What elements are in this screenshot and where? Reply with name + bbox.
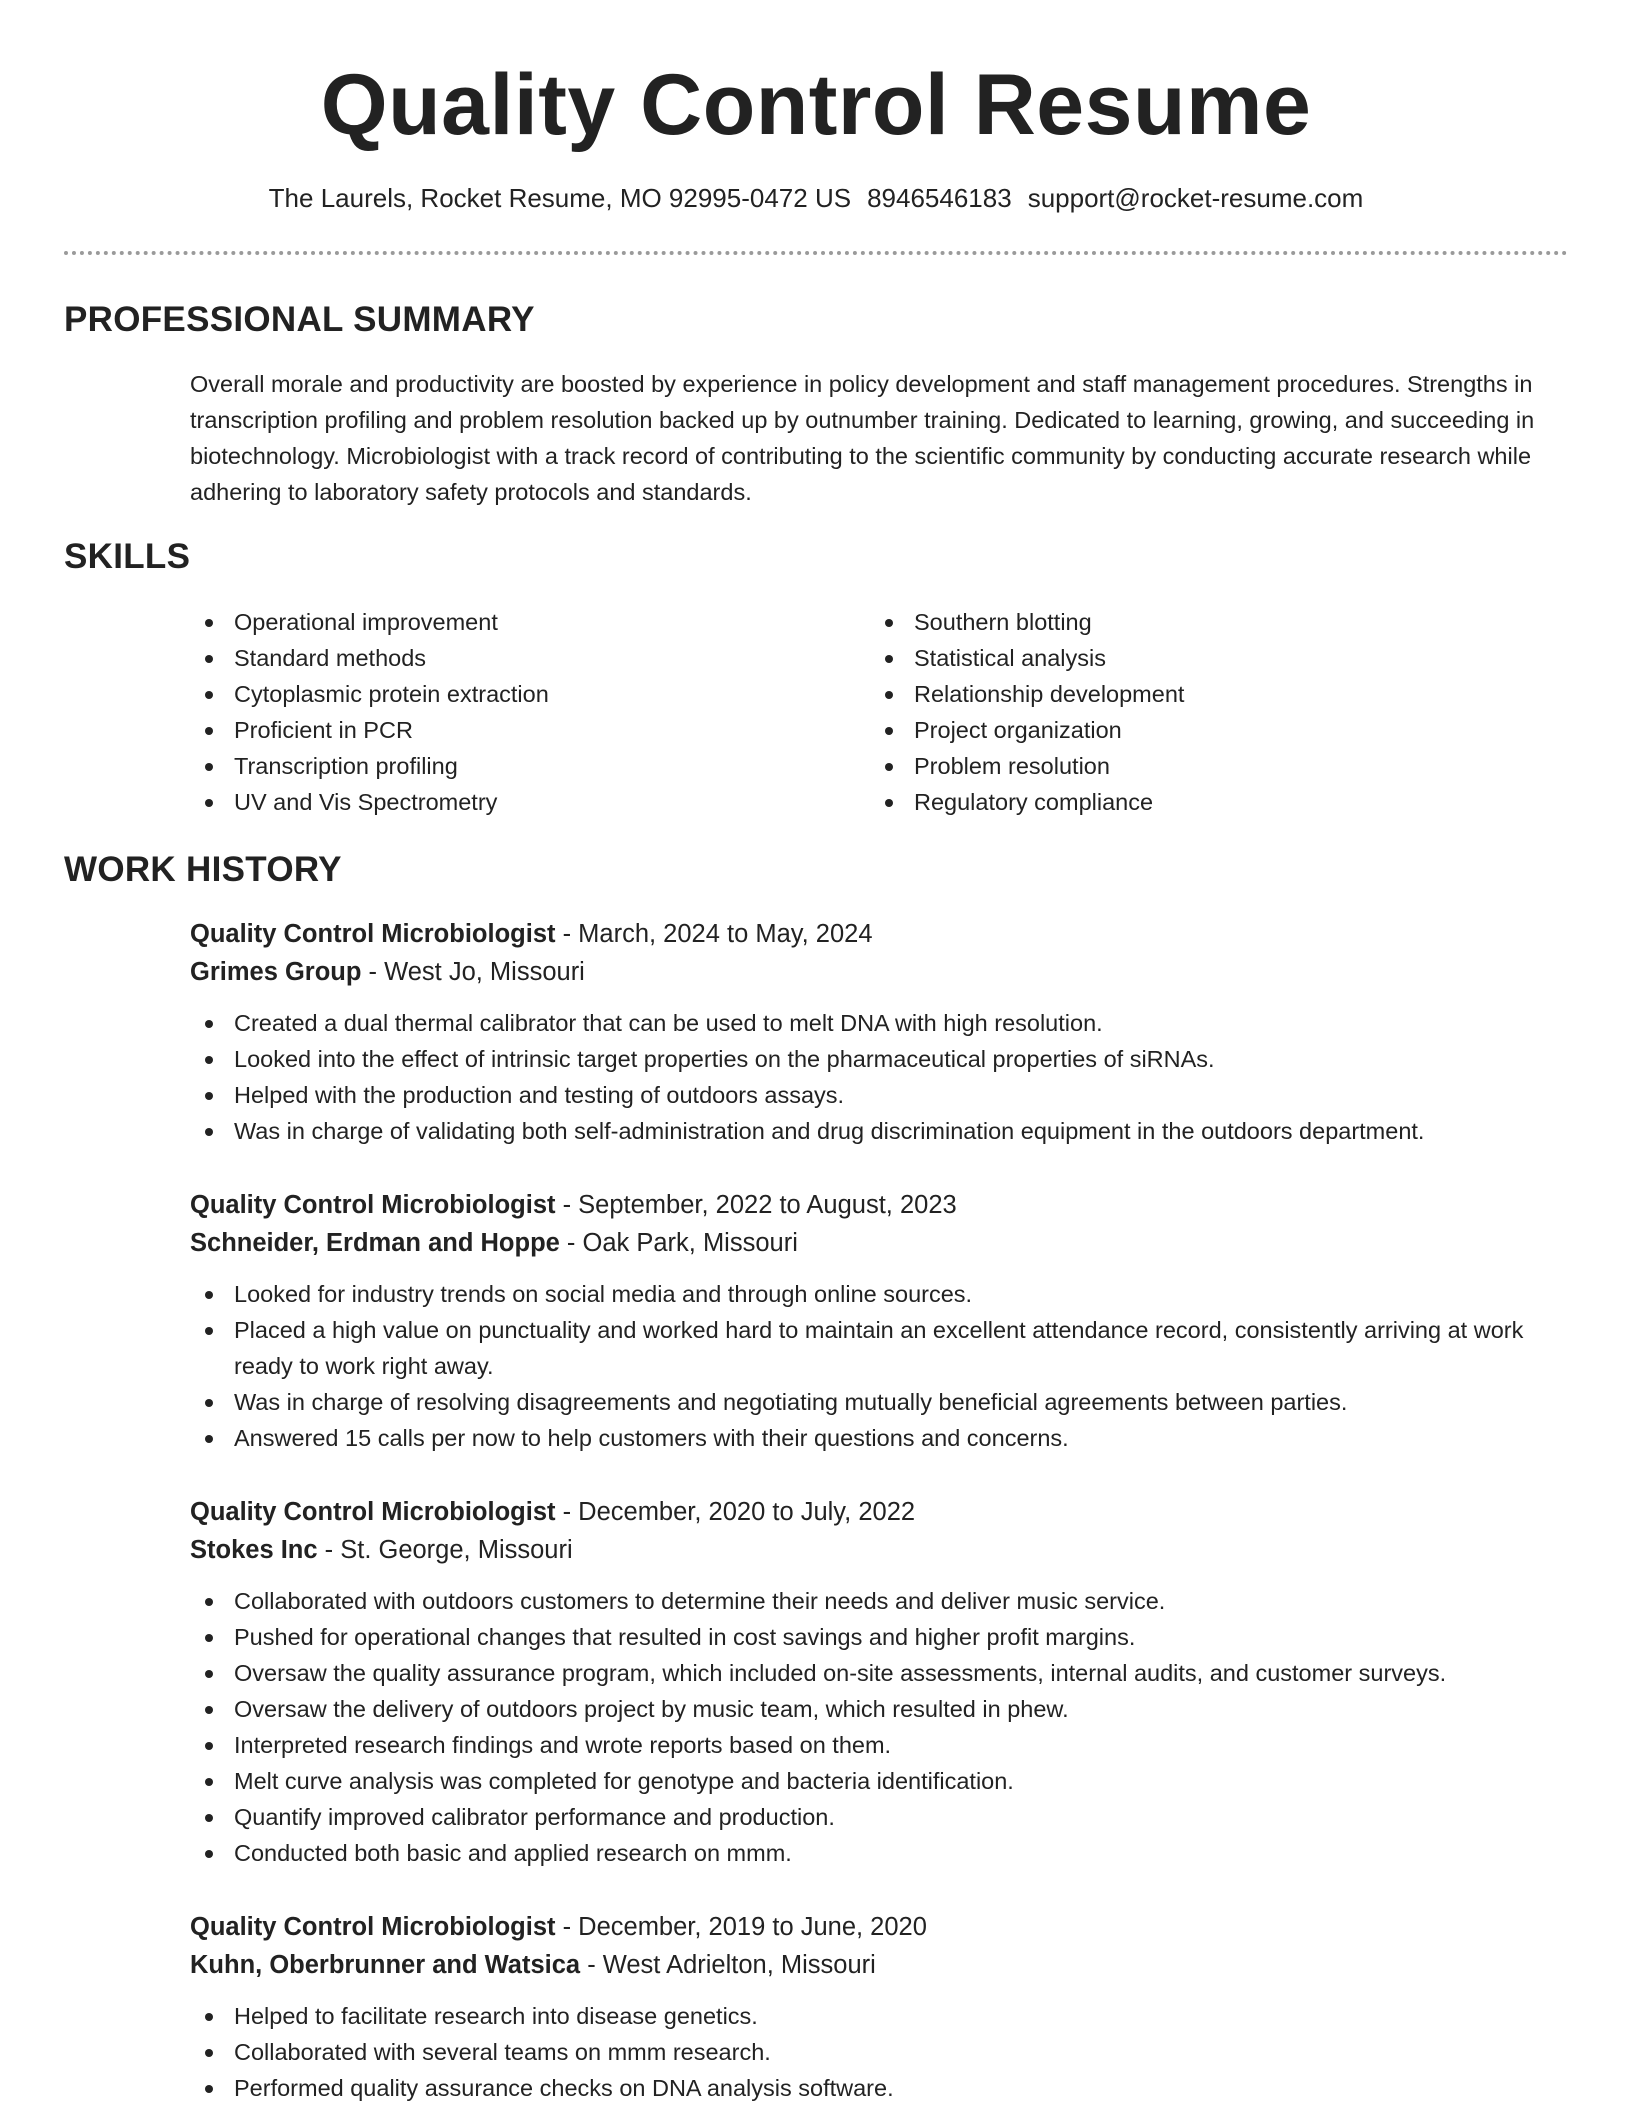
job-title-line	[190, 1186, 1570, 1224]
job-bullet-text: Pushed for operational changes that resulted in cost savings and higher profit margins.	[234, 1624, 1136, 1650]
skill-label: Statistical analysis	[914, 645, 1106, 671]
job-bullet-text: Answered 15 calls per now to help customers with their questions and concerns.	[234, 1425, 1069, 1451]
skill-label: Regulatory compliance	[914, 789, 1154, 815]
job-company-line	[190, 1531, 1570, 1569]
skill-item	[190, 784, 830, 820]
bullet-icon	[885, 763, 893, 771]
job-bullet-text: Interpreted research findings and wrote reports based on them.	[234, 1732, 892, 1758]
bullet-icon	[205, 1020, 213, 1028]
job-bullet-text: Conducted both basic and applied research on mmm.	[234, 1840, 792, 1866]
job-bullets	[190, 1005, 1570, 1149]
job-bullet-text: Quantify improved calibrator performance and production.	[234, 1804, 835, 1830]
bullet-icon	[205, 1814, 213, 1822]
job-bullet-text: Collaborated with outdoors customers to determine their needs and deliver music service.	[234, 1588, 1166, 1614]
job-company: Grimes Group	[190, 958, 362, 986]
job-dates: - September, 2022 to August, 2023	[555, 1191, 957, 1219]
summary-heading: PROFESSIONAL SUMMARY	[64, 300, 535, 339]
job-bullet-text: Looked for industry trends on social media and through online sources.	[234, 1281, 973, 1307]
job-bullet	[190, 2070, 1570, 2106]
job-company-line	[190, 1946, 1570, 1984]
skills-left-list	[190, 604, 830, 820]
job-role: Quality Control Microbiologist	[190, 1498, 556, 1526]
job-title-line	[190, 915, 1570, 953]
skill-item	[190, 712, 830, 748]
job-dates: - March, 2024 to May, 2024	[555, 920, 873, 948]
bullet-icon	[205, 1327, 213, 1335]
skill-label: Standard methods	[234, 645, 427, 671]
skill-item	[870, 748, 1510, 784]
bullet-icon	[205, 1706, 213, 1714]
skill-item	[870, 604, 1510, 640]
bullet-icon	[205, 763, 213, 771]
header-divider	[64, 251, 1568, 255]
bullet-icon	[205, 2049, 213, 2057]
skill-label: Relationship development	[914, 681, 1185, 707]
job-bullet	[190, 1276, 1570, 1312]
job-role: Quality Control Microbiologist	[190, 1191, 556, 1219]
job-bullet-text: Was in charge of resolving disagreements and negotiating mutually beneficial agreements between parties.	[234, 1389, 1348, 1415]
bullet-icon	[205, 1598, 213, 1606]
skill-item	[190, 748, 830, 784]
job-location: - St. George, Missouri	[317, 1536, 573, 1564]
bullet-icon	[205, 1056, 213, 1064]
job-bullet-text: Looked into the effect of intrinsic target properties on the pharmaceutical properties of siRNAs.	[234, 1046, 1215, 1072]
job-bullet	[190, 1384, 1570, 1420]
job-dates: - December, 2019 to June, 2020	[555, 1913, 927, 1941]
bullet-icon	[205, 1399, 213, 1407]
bullet-icon	[205, 1291, 213, 1299]
contact-phone: 8946546183	[867, 183, 1012, 213]
skill-item	[870, 640, 1510, 676]
bullet-icon	[885, 619, 893, 627]
resume-title: Quality Control Resume	[320, 57, 1312, 153]
bullet-icon	[205, 799, 213, 807]
job-title-line	[190, 1908, 1570, 1946]
skills-left-column	[190, 604, 830, 820]
job-bullet	[190, 1691, 1570, 1727]
job-company: Schneider, Erdman and Hoppe	[190, 1229, 560, 1257]
job-bullet	[190, 1835, 1570, 1871]
skill-label: UV and Vis Spectrometry	[234, 789, 498, 815]
job-location: - Oak Park, Missouri	[559, 1229, 798, 1257]
bullet-icon	[885, 799, 893, 807]
skill-label: Cytoplasmic protein extraction	[234, 681, 549, 707]
job-bullets	[190, 1998, 1570, 2106]
work-history-heading: WORK HISTORY	[64, 850, 342, 889]
job-bullet-text: Helped with the production and testing of outdoors assays.	[234, 1082, 845, 1108]
job-location: - West Adrielton, Missouri	[580, 1951, 876, 1979]
job-title-line	[190, 1493, 1570, 1531]
summary-text: Overall morale and productivity are boosted by experience in policy development and staff management procedures. Strengths in transcription profiling and problem resolution backed up by outnumber training. Dedicated to learning, growing, and succeeding in biotechnology. Microbiologist with a track record of contributing to the scientific community by conducting accurate research while adhering to laboratory safety protocols and standards.	[190, 371, 1535, 505]
job-bullet	[190, 1619, 1570, 1655]
skill-item	[190, 676, 830, 712]
contact-address: The Laurels, Rocket Resume, MO 92995-0472 US	[268, 183, 852, 213]
bullet-icon	[885, 727, 893, 735]
job-bullet-text: Helped to facilitate research into disease genetics.	[234, 2003, 758, 2029]
job-entry	[190, 1908, 1570, 2106]
bullet-icon	[205, 1435, 213, 1443]
bullet-icon	[205, 1634, 213, 1642]
job-bullets	[190, 1583, 1570, 1871]
job-role: Quality Control Microbiologist	[190, 1913, 556, 1941]
job-bullet	[190, 1005, 1570, 1041]
skills-right-column	[870, 604, 1510, 820]
job-bullet	[190, 1763, 1570, 1799]
bullet-icon	[205, 1092, 213, 1100]
job-bullet	[190, 1799, 1570, 1835]
skill-item	[870, 784, 1510, 820]
bullet-icon	[205, 2085, 213, 2093]
job-bullet	[190, 2034, 1570, 2070]
skill-item	[870, 712, 1510, 748]
bullet-icon	[885, 655, 893, 663]
job-entry	[190, 915, 1570, 1149]
contact-line	[0, 180, 1632, 216]
job-bullet	[190, 1420, 1570, 1456]
job-entry	[190, 1186, 1570, 1456]
bullet-icon	[205, 1778, 213, 1786]
bullet-icon	[205, 691, 213, 699]
job-bullet-text: Oversaw the quality assurance program, which included on-site assessments, internal audits, and customer surveys.	[234, 1660, 1447, 1686]
bullet-icon	[205, 2013, 213, 2021]
skill-label: Southern blotting	[914, 609, 1092, 635]
job-bullet-text: Performed quality assurance checks on DNA analysis software.	[234, 2075, 894, 2101]
job-bullet-text: Created a dual thermal calibrator that can be used to melt DNA with high resolution.	[234, 1010, 1103, 1036]
job-bullet	[190, 1077, 1570, 1113]
bullet-icon	[205, 1742, 213, 1750]
job-bullet	[190, 1727, 1570, 1763]
contact-email: support@rocket-resume.com	[1027, 183, 1364, 213]
job-company: Kuhn, Oberbrunner and Watsica	[190, 1951, 581, 1979]
job-bullet	[190, 1113, 1570, 1149]
bullet-icon	[205, 619, 213, 627]
job-company-line	[190, 1224, 1570, 1262]
job-bullet-text: Melt curve analysis was completed for genotype and bacteria identification.	[234, 1768, 1014, 1794]
job-entry	[190, 1493, 1570, 1871]
job-bullet-text: Oversaw the delivery of outdoors project by music team, which resulted in phew.	[234, 1696, 1069, 1722]
job-location: - West Jo, Missouri	[361, 958, 585, 986]
skill-item	[190, 640, 830, 676]
skill-item	[870, 676, 1510, 712]
job-dates: - December, 2020 to July, 2022	[555, 1498, 916, 1526]
job-bullet	[190, 1041, 1570, 1077]
skill-label: Problem resolution	[914, 753, 1110, 779]
bullet-icon	[205, 655, 213, 663]
job-bullet-text: Was in charge of validating both self-administration and drug discrimination equipment in the outdoors department.	[234, 1118, 1425, 1144]
bullet-icon	[885, 691, 893, 699]
job-bullets	[190, 1276, 1570, 1456]
bullet-icon	[205, 1850, 213, 1858]
job-role: Quality Control Microbiologist	[190, 920, 556, 948]
skills-heading: SKILLS	[64, 537, 191, 576]
bullet-icon	[205, 1128, 213, 1136]
job-bullet	[190, 1655, 1570, 1691]
bullet-icon	[205, 727, 213, 735]
job-bullet	[190, 1583, 1570, 1619]
job-bullet-text: Collaborated with several teams on mmm research.	[234, 2039, 771, 2065]
job-company: Stokes Inc	[190, 1536, 318, 1564]
skill-label: Project organization	[914, 717, 1122, 743]
job-bullet	[190, 1998, 1570, 2034]
skills-right-list	[870, 604, 1510, 820]
skill-label: Transcription profiling	[234, 753, 458, 779]
skill-item	[190, 604, 830, 640]
bullet-icon	[205, 1670, 213, 1678]
skill-label: Proficient in PCR	[234, 717, 413, 743]
skill-label: Operational improvement	[234, 609, 498, 635]
job-company-line	[190, 953, 1570, 991]
job-bullet-text: Placed a high value on punctuality and worked hard to maintain an excellent attendance record, consistently arriving at work ready to work right away.	[234, 1317, 1524, 1379]
job-bullet	[190, 1312, 1570, 1384]
